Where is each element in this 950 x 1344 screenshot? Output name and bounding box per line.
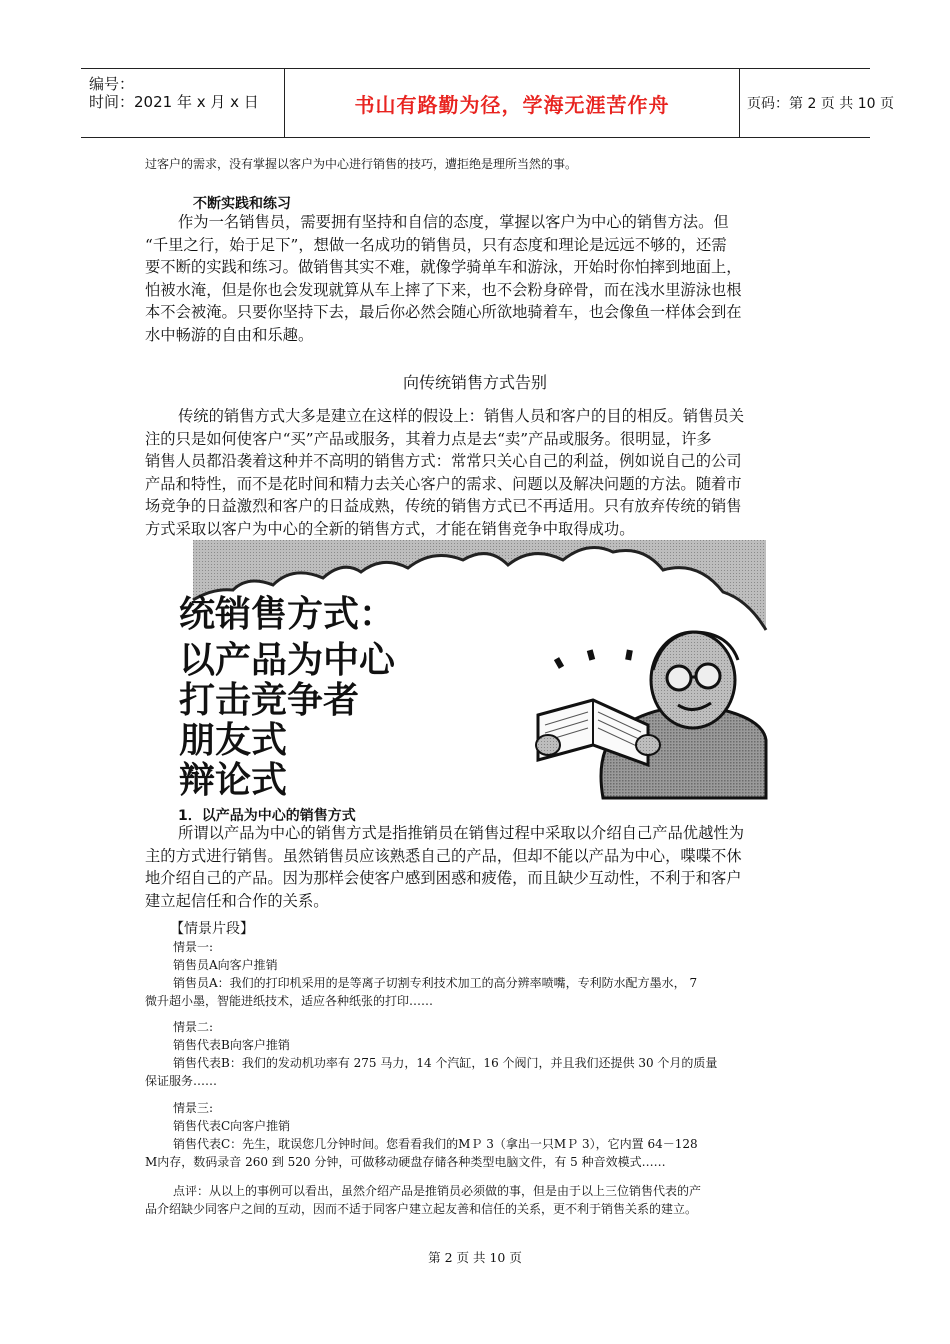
scene-comment [145, 1182, 810, 1218]
scene-line: 销售代表B向客户推销 [173, 1038, 290, 1052]
practice-line: 水中畅游的自由和乐趣。 [145, 325, 314, 344]
scene-line: 情景二: [173, 1020, 214, 1034]
doc-number-label: 编号： [89, 75, 135, 93]
traditional-line: 场竞争的日益激烈和客户的日益成熟，传统的销售方式已不再适用。只有放弃传统的销售 [145, 497, 742, 516]
practice-line: 作为一名销售员，需要拥有坚持和自信的态度，掌握以客户为中心的销售方法。但 [178, 213, 729, 231]
product-line: 所谓以产品为中心的销售方式是指推销员在销售过程中采取以介绍自己产品优越性为 [178, 824, 744, 842]
scenes-title: 【情景片段】 [170, 921, 254, 937]
scene-line: 销售代表C：先生，耽误您几分钟时间。您看看我们的MＰ 3（拿出一只MＰ 3），它内置 64－128 [173, 1137, 698, 1151]
illustration-line: 辩论式 [179, 760, 288, 801]
scene-line: M内存，数码录音 260 到 520 分钟，可做移动硬盘存储各种类型电脑文件，有 5 种音效模式…… [145, 1155, 666, 1169]
scene-line: 销售代表B：我们的发动机功率有 275 马力，14 个汽缸，16 个阀门，并且我们还提供 30 个月的质量 [173, 1056, 718, 1070]
practice-line: 怕被水淹，但是你也会发现就算从车上摔了下来，也不会粉身碎骨，而在浅水里游泳也根 [145, 280, 742, 299]
traditional-line: 产品和特性，而不是花时间和精力去关心客户的需求、问题以及解决问题的方法。随着市 [145, 474, 742, 493]
illustration-line: 朋友式 [179, 720, 288, 761]
scene-1 [145, 938, 810, 1010]
doc-time-label: 时间：2021 年 x 月 x 日 [89, 93, 259, 111]
illustration-line: 以产品为中心 [179, 640, 396, 681]
section-title: 向传统销售方式告别 [402, 373, 547, 392]
illustration-image [179, 540, 766, 801]
product-line: 地介绍自己的产品。因为那样会使客户感到困惑和疲倦，而且缺少互动性，不利于和客户 [145, 869, 742, 888]
header-motto-cell [284, 69, 740, 137]
scene-line: 保证服务…… [145, 1074, 218, 1088]
traditional-line: 方式采取以客户为中心的全新的销售方式，才能在销售竞争中取得成功。 [145, 519, 635, 538]
product-heading: 1．以产品为中心的销售方式 [178, 808, 356, 824]
illustration-line: 打击竞争者 [179, 680, 360, 721]
header-info-cell [81, 69, 284, 137]
scene-line: 销售员A向客户推销 [173, 958, 278, 972]
reading-man-icon [536, 632, 766, 798]
product-line: 主的方式进行销售。虽然销售员应该熟悉自己的产品，但却不能以产品为中心，喋喋不休 [145, 846, 742, 865]
intro-line: 过客户的需求，没有掌握以客户为中心进行销售的技巧，遭拒绝是理所当然的事。 [145, 157, 578, 171]
page-footer: 第 2 页 共 10 页 [428, 1250, 522, 1265]
scene-2 [145, 1018, 810, 1090]
product-paragraph [145, 822, 807, 912]
header-page-cell [739, 69, 894, 137]
page-code: 页码：第 2 页 共 10 页 [747, 96, 894, 112]
scene-line: 销售员A：我们的打印机采用的是等离子切割专利技术加工的高分辨率喷嘴，专利防水配方墨水， 7 [173, 976, 698, 990]
practice-paragraph [145, 211, 807, 347]
traditional-paragraph [145, 405, 807, 541]
product-line: 建立起信任和合作的关系。 [145, 891, 329, 910]
practice-heading: 不断实践和练习 [193, 196, 291, 212]
practice-line: 本不会被淹。只要你坚持下去，最后你必然会随心所欲地骑着车，也会像鱼一样体会到在 [145, 303, 742, 322]
scene-3 [145, 1099, 810, 1171]
traditional-line: 传统的销售方式大多是建立在这样的假设上：销售人员和客户的目的相反。销售员关 [178, 407, 744, 425]
practice-line: “千里之行，始于足下”，想做一名成功的销售员，只有态度和理论是远远不够的，还需 [145, 235, 727, 254]
scene-line: 情景三: [173, 1101, 214, 1115]
illustration-svg [179, 540, 766, 801]
illustration-line: 统销售方式： [179, 594, 396, 635]
scene-line: 情景一: [173, 940, 214, 954]
comment-line: 点评：从以上的事例可以看出，虽然介绍产品是推销员必须做的事，但是由于以上三位销售代表的产 [173, 1184, 702, 1198]
comment-line: 品介绍缺少同客户之间的互动，因而不适于同客户建立起友善和信任的关系，更不利于销售关系的建立。 [145, 1202, 698, 1216]
practice-line: 要不断的实践和练习。做销售其实不难，就像学骑单车和游泳，开始时你怕摔到地面上， [145, 258, 742, 277]
traditional-line: 注的只是如何使客户“买”产品或服务，其着力点是去“卖”产品或服务。很明显，许多 [145, 429, 712, 448]
scene-line: 微升超小墨，智能进纸技术，适应各种纸张的打印…… [145, 994, 434, 1008]
scene-line: 销售代表C向客户推销 [173, 1119, 291, 1133]
traditional-line: 销售人员都沿袭着这种并不高明的销售方式：常常只关心自己的利益，例如说自己的公司 [145, 452, 742, 471]
motto: 书山有路勤为径，学海无涯苦作舟 [354, 92, 670, 117]
page-header [81, 68, 894, 138]
